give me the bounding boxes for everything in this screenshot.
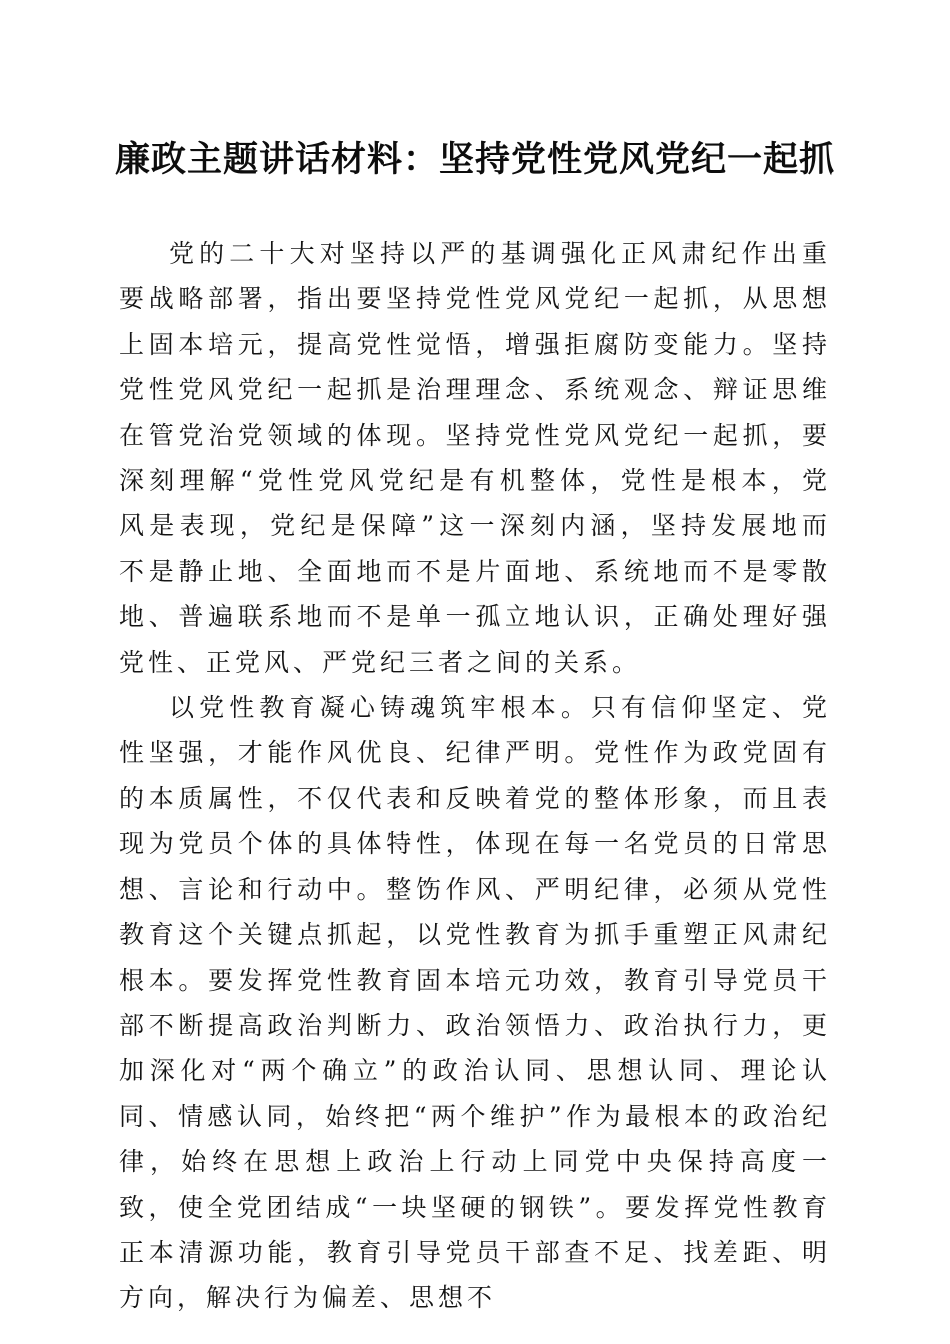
paragraph-intro: 党的二十大对坚持以严的基调强化正风肃纪作出重要战略部署，指出要坚持党性党风党纪一起抓，从思想上固本培元，提高党性觉悟，增强拒腐防变能力。坚持党性党风党纪一起抓是治理理念、系统观念、辩证思维在管党治党领域的体现。坚持党性党风党纪一起抓，要深刻理解“党性党风党纪是有机整体，党性是根本，党风是表现，党纪是保障”这一深刻内涵，坚持发展地而不是静止地、全面地而不是片面地、系统地而不是零散地、普遍联系地而不是单一孤立地认识，正确处理好强党性、正党风、严党纪三者之间的关系。 [119,239,831,677]
paragraph-party-education: 以党性教育凝心铸魂筑牢根本。只有信仰坚定、党性坚强，才能作风优良、纪律严明。党性作为政党固有的本质属性，不仅代表和反映着党的整体形象，而且表现为党员个体的具体特性，体现在每一名党员的日常思想、言论和行动中。整饬作风、严明纪律，必须从党性教育这个关键点抓起，以党性教育为抓手重塑正风肃纪根本。要发挥党性教育固本培元功效，教育引导党员干部不断提高政治判断力、政治领悟力、政治执行力，更加深化对“两个确立”的政治认同、思想认同、理论认同、情感认同，始终把“两个维护”作为最根本的政治纪律，始终在思想上政治上行动上同党中央保持高度一致，使全党团结成“一块坚硬的钢铁”。要发挥党性教育正本清源功能，教育引导党员干部查不足、找差距、明方向，解决行为偏差、思想不 [119,693,831,1313]
document-title: 廉政主题讲话材料：坚持党性党风党纪一起抓 [114,139,835,180]
document-body [119,231,831,1321]
